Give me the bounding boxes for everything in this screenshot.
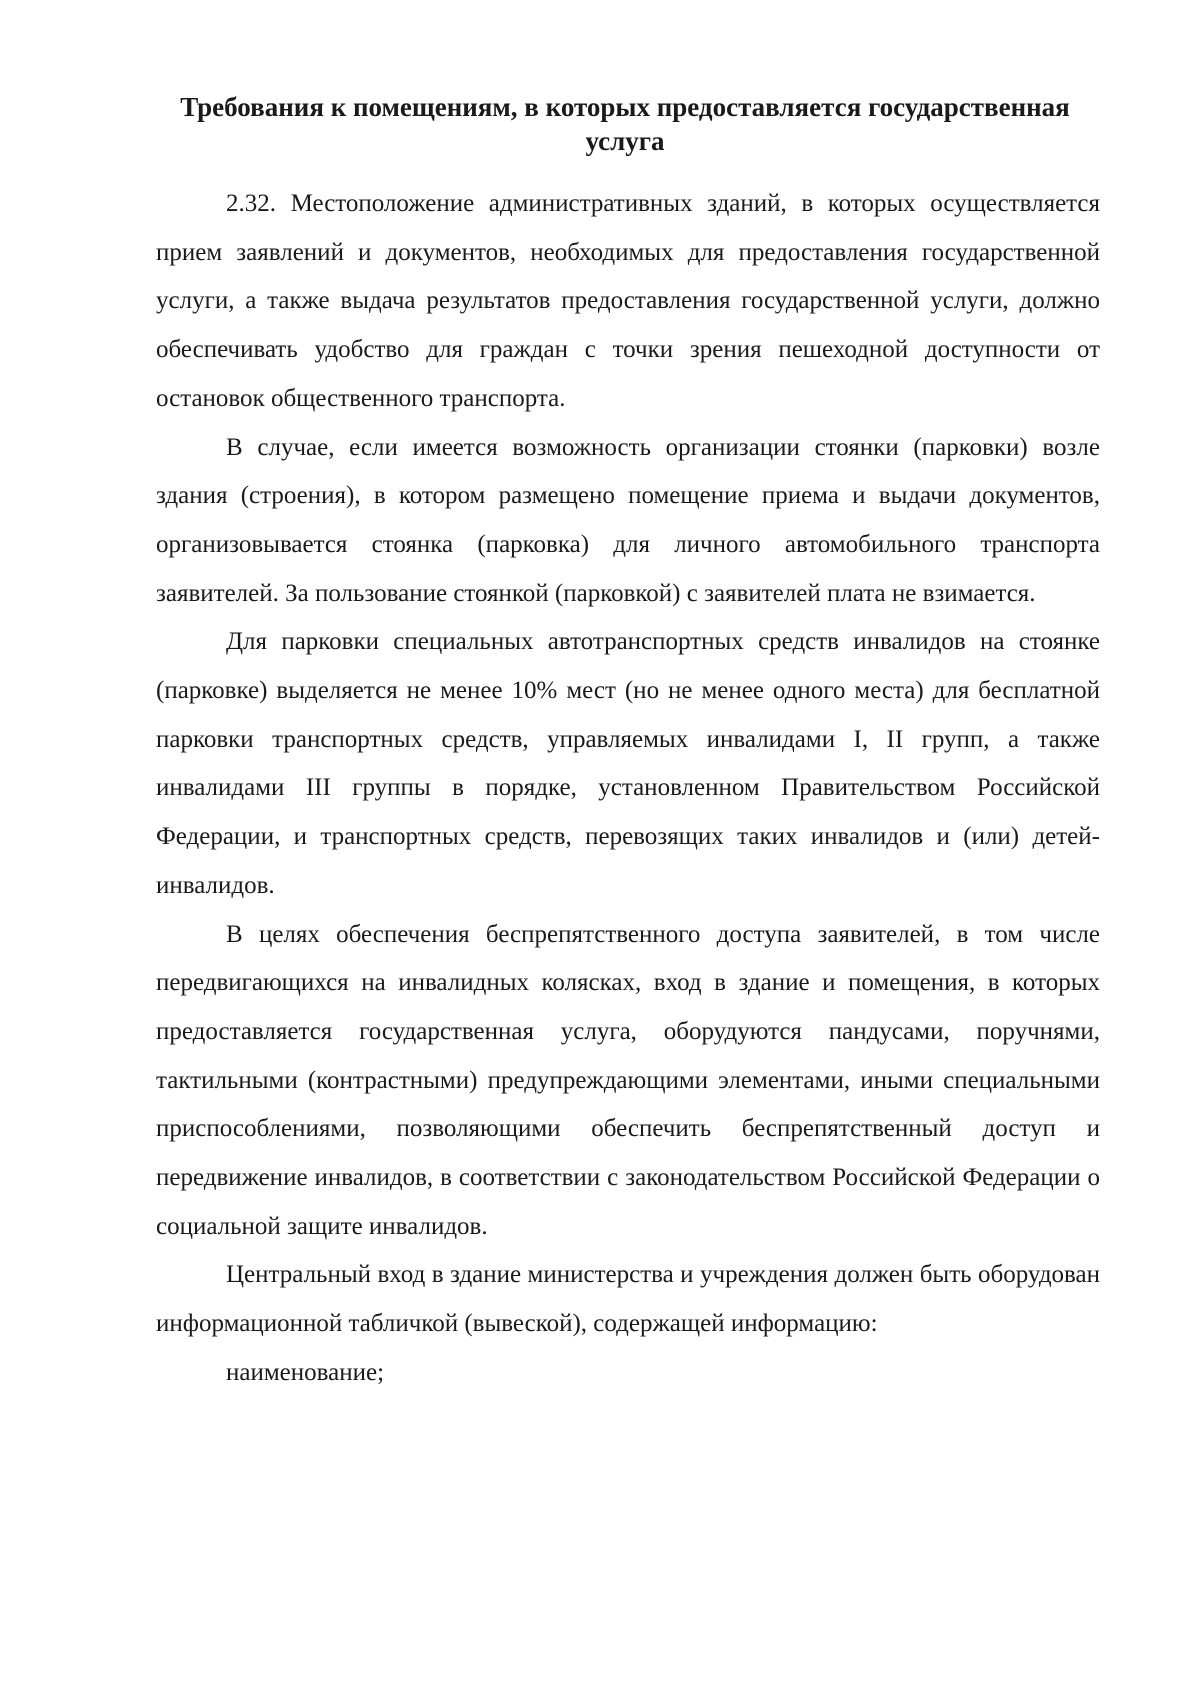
document-body xyxy=(156,180,1100,1398)
paragraph-location: 2.32. Местоположение административных зданий, в которых осуществляется прием заявлений и документов, необходимых для предоставления государственной услуги, а также выдача результатов предоставления государственной услуги, должно обеспечивать удобство для граждан с точки зрения пешеходной доступности от остановок общественного транспорта. xyxy=(156,190,1100,412)
section-heading: Требования к помещениям, в которых предоставляется государственная услуга xyxy=(180,92,1070,156)
paragraph-disabled-parking: Для парковки специальных автотранспортных средств инвалидов на стоянке (парковке) выделяется не менее 10% мест (но не менее одного места) для бесплатной парковки транспортных средств, управляемых инвалидами I, II групп, а также инвалидами III группы в порядке, установленном Правительством Российской Федерации, и транспортных средств, перевозящих таких инвалидов и (или) детей-инвалидов. xyxy=(156,628,1100,899)
paragraph-parking: В случае, если имеется возможность организации стоянки (парковки) возле здания (строения), в котором размещено помещение приема и выдачи документов, организовывается стоянка (парковка) для личного автомобильного транспорта заявителей. За пользование стоянкой (парковкой) с заявителей плата не взимается. xyxy=(156,433,1100,607)
paragraph-accessibility: В целях обеспечения беспрепятственного доступа заявителей, в том числе передвигающихся на инвалидных колясках, вход в здание и помещения, в которых предоставляется государственная услуга, оборудуются пандусами, поручнями, тактильными (контрастными) предупреждающими элементами, иными специальными приспособлениями, позволяющими обеспечить беспрепятственный доступ и передвижение инвалидов, в соответствии с законодательством Российской Федерации о социальной защите инвалидов. xyxy=(156,920,1100,1240)
paragraph-entrance-sign: Центральный вход в здание министерства и учреждения должен быть оборудован информационной табличкой (вывеской), содержащей информацию: xyxy=(156,1261,1100,1338)
list-item-name: наименование; xyxy=(226,1358,385,1386)
